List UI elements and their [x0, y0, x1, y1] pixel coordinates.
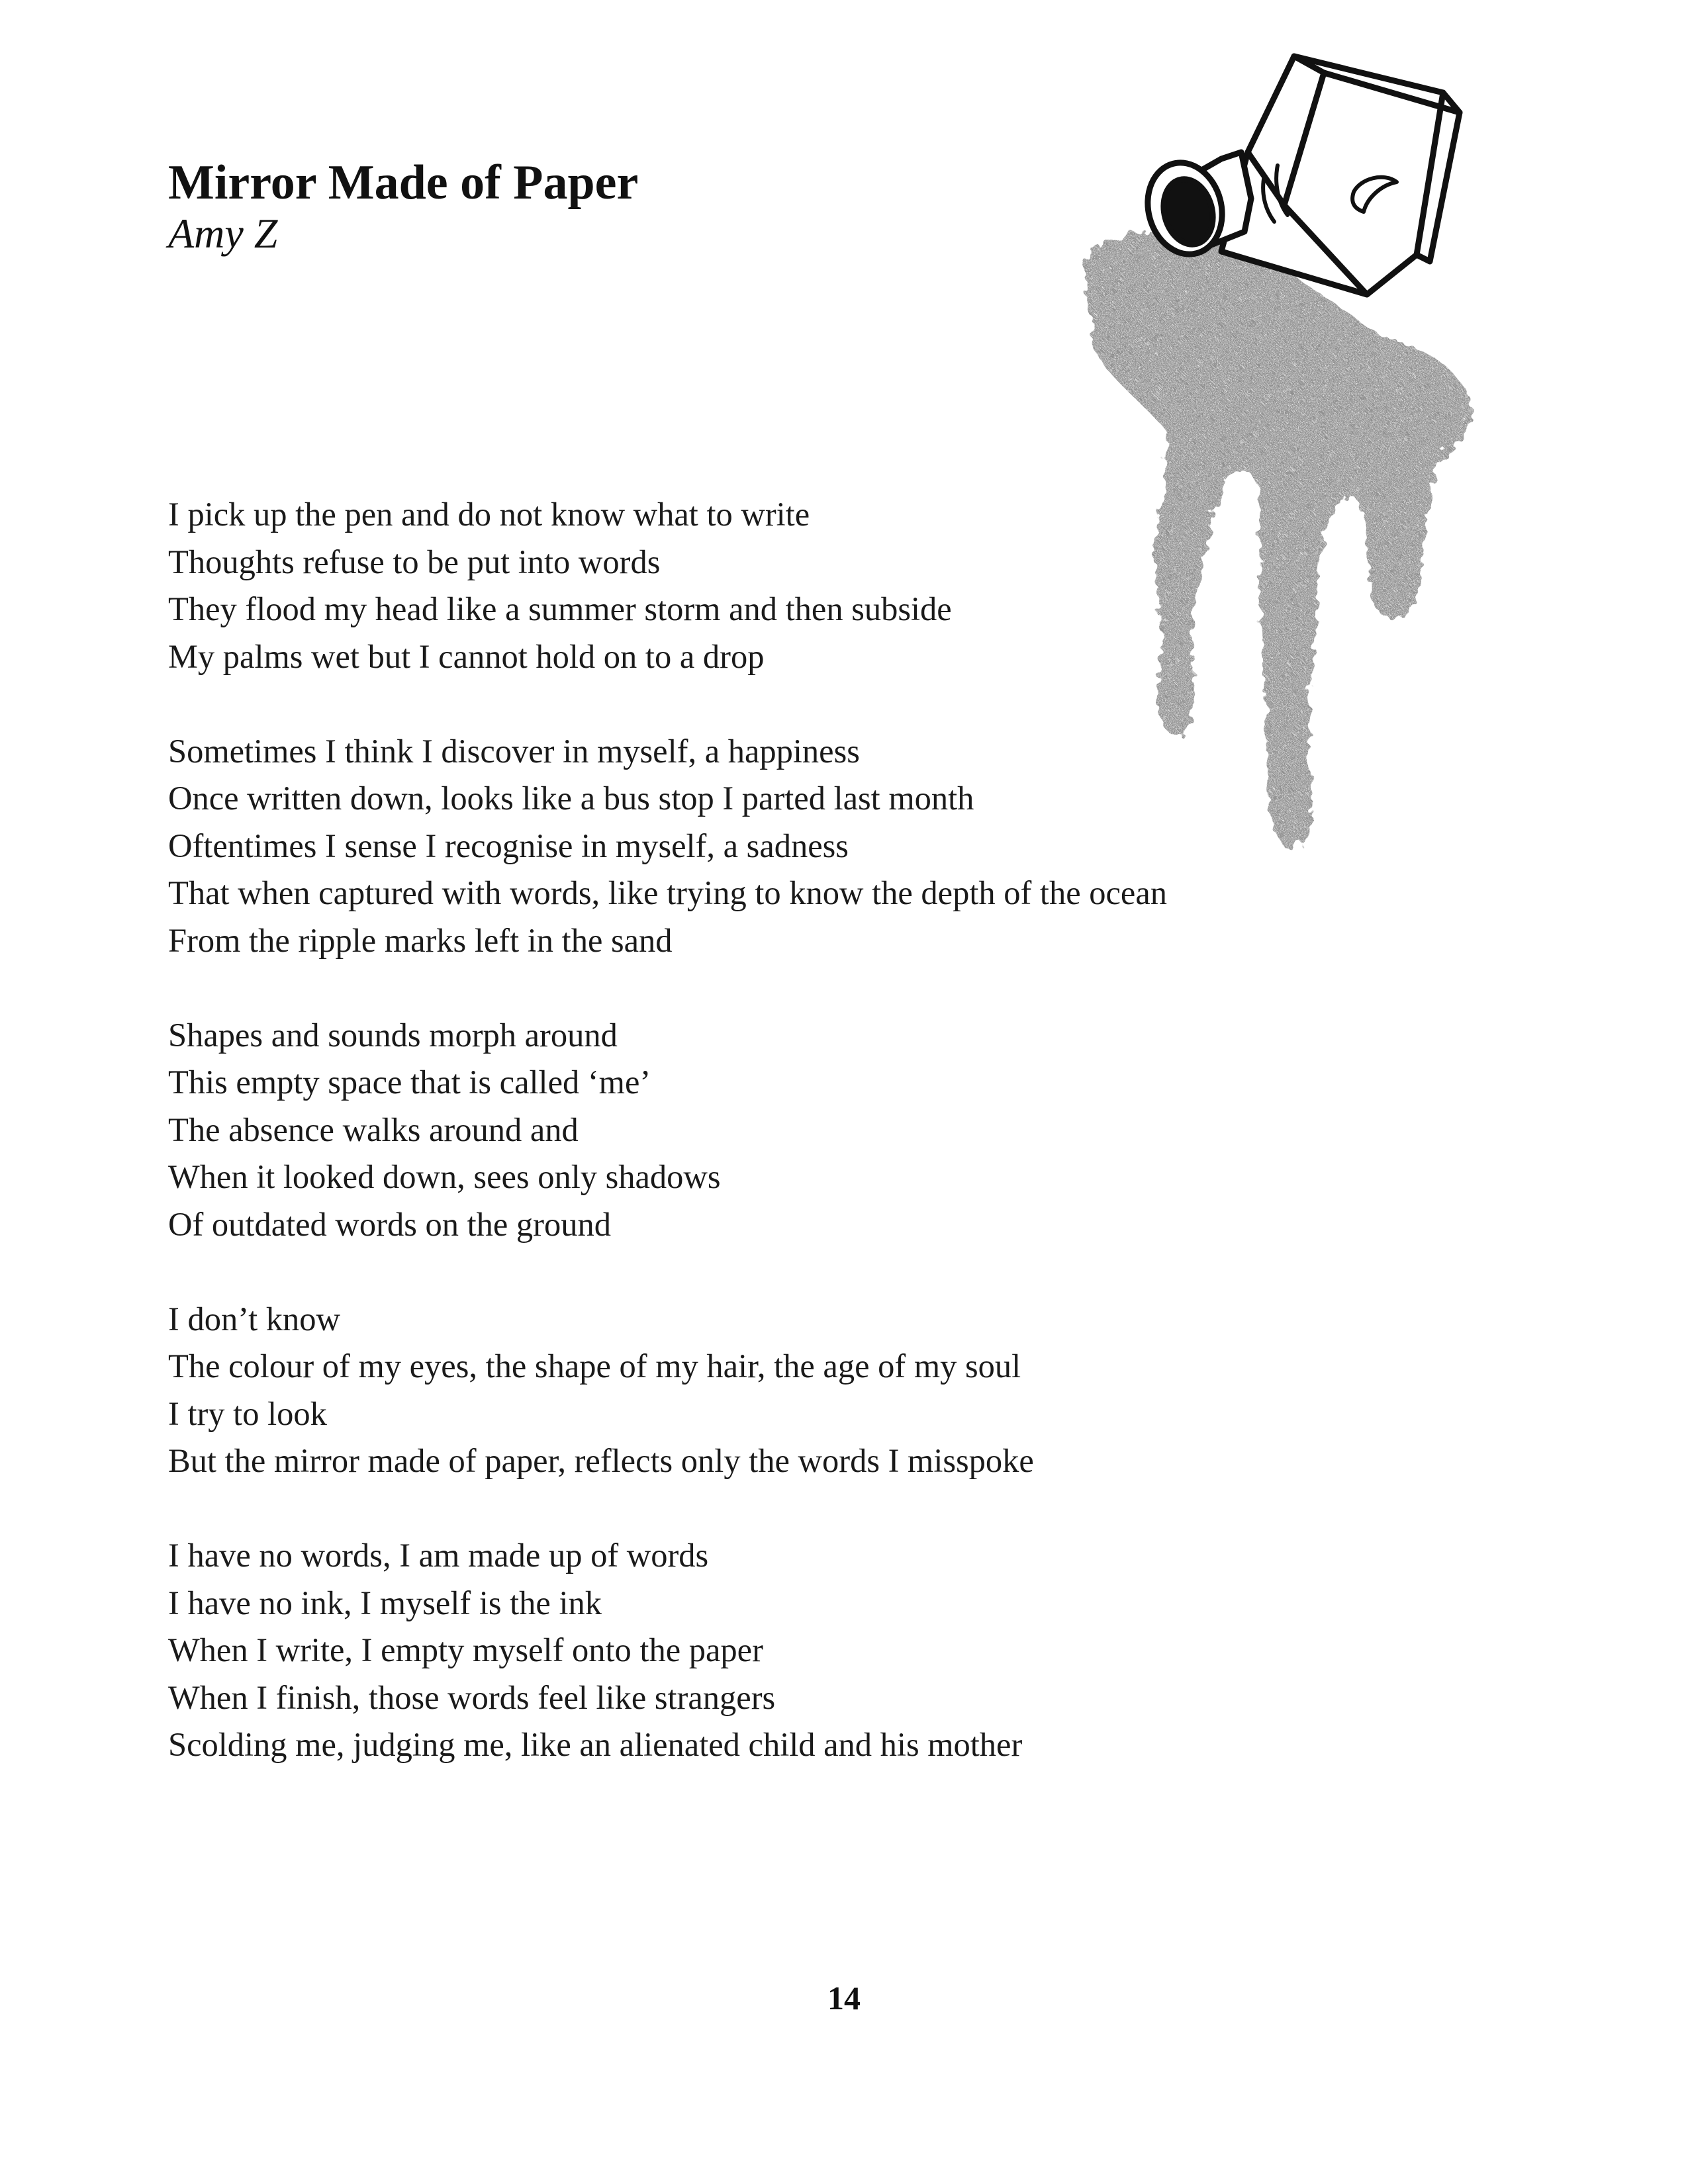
poem-line: When it looked down, sees only shadows	[168, 1158, 721, 1195]
poem-line: The absence walks around and	[168, 1111, 579, 1148]
poem-line: Shapes and sounds morph around	[168, 1016, 618, 1054]
poem-line: When I finish, those words feel like strangers	[168, 1678, 776, 1716]
poem-line: But the mirror made of paper, reflects only the words I misspoke	[168, 1442, 1034, 1479]
poem-line: Sometimes I think I discover in myself, a happiness	[168, 732, 860, 770]
stanza	[168, 1532, 1426, 1769]
poem-body	[168, 491, 1426, 1816]
poem-line: Oftentimes I sense I recognise in myself, a sadness	[168, 827, 849, 864]
stanza	[168, 491, 1426, 680]
poem-line: That when captured with words, like trying to know the depth of the ocean	[168, 874, 1167, 911]
poem-line: I try to look	[168, 1394, 327, 1432]
poem-author: Amy Z	[168, 210, 278, 257]
poem-line: I pick up the pen and do not know what to write	[168, 496, 810, 533]
poem-line: I don’t know	[168, 1300, 340, 1338]
page-number: 14	[827, 1979, 861, 2017]
poem-line: From the ripple marks left in the sand	[168, 921, 673, 959]
poem-line: My palms wet but I cannot hold on to a drop	[168, 637, 765, 675]
poem-line: Of outdated words on the ground	[168, 1205, 612, 1243]
poem-line: The colour of my eyes, the shape of my hair, the age of my soul	[168, 1347, 1021, 1385]
poem-line: Scolding me, judging me, like an alienated child and his mother	[168, 1726, 1023, 1763]
stanza	[168, 1012, 1426, 1249]
stanza	[168, 728, 1426, 965]
poem-line: They flood my head like a summer storm and then subside	[168, 590, 952, 627]
poem-line: Thoughts refuse to be put into words	[168, 543, 661, 580]
poem-title: Mirror Made of Paper	[168, 156, 639, 210]
poem-line: When I write, I empty myself onto the paper	[168, 1631, 763, 1668]
poem-line: Once written down, looks like a bus stop I parted last month	[168, 780, 974, 817]
poem-line: This empty space that is called ‘me’	[168, 1064, 651, 1101]
poem-line: I have no ink, I myself is the ink	[168, 1584, 602, 1621]
stanza	[168, 1296, 1426, 1485]
poem-line: I have no words, I am made up of words	[168, 1537, 709, 1574]
